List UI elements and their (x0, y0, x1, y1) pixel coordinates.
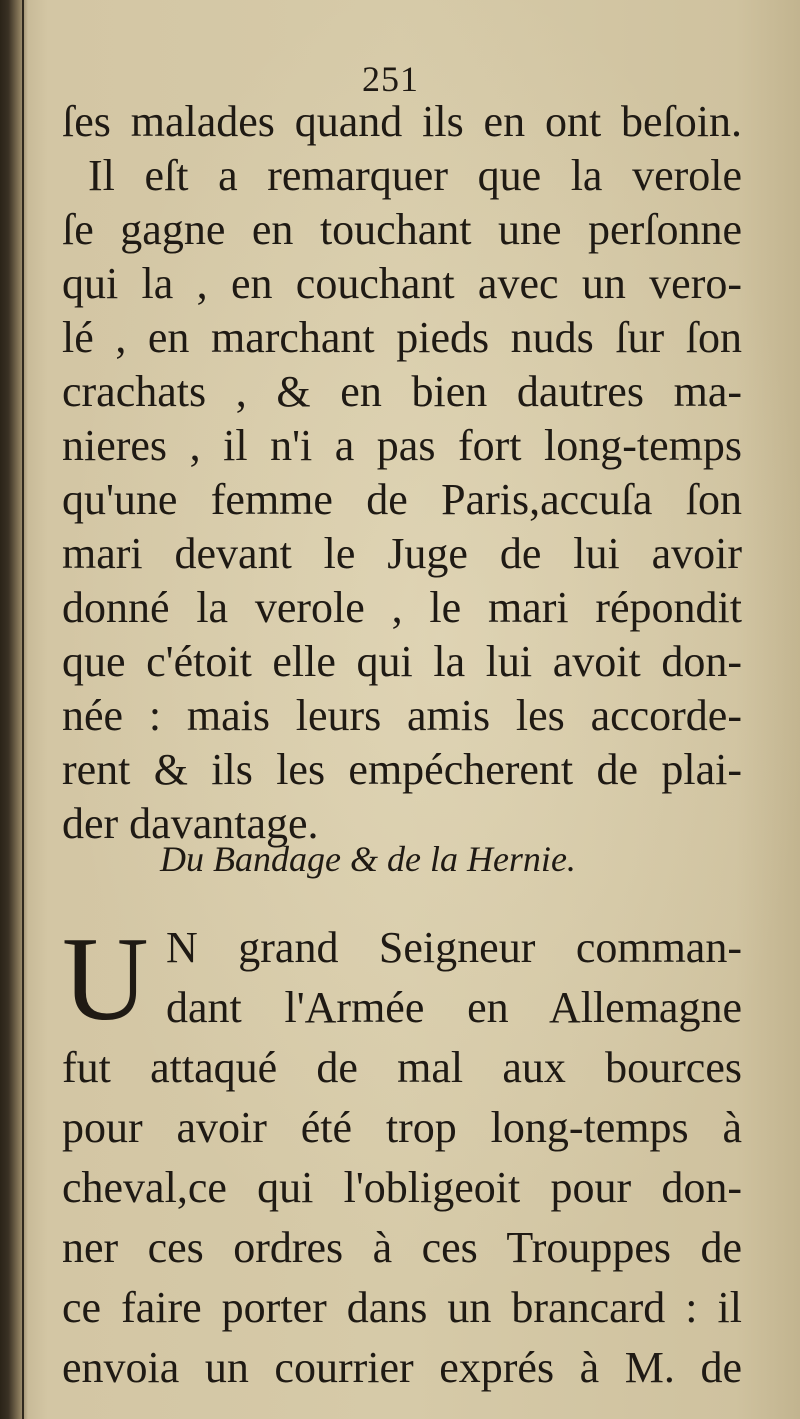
text-line: ce faire porter dans un brancard : il (62, 1283, 742, 1332)
text-line: ſe gagne en touchant une perſonne (62, 205, 742, 254)
text-line-content: dant l'Armée en Allemagne (166, 983, 742, 1032)
text-line: pour avoir été trop long-temps à (62, 1103, 742, 1152)
paragraph-2 (62, 912, 742, 1398)
text-line: donné la verole , le mari répondit (62, 583, 742, 632)
text-line: fut attaqué de mal aux bources (62, 1043, 742, 1092)
text-line: née : mais leurs amis les accorde- (62, 691, 742, 740)
text-line: envoia un courrier exprés à M. de (62, 1343, 742, 1392)
paragraph-1 (62, 95, 742, 851)
text-line: rent & ils les empécherent de plai- (62, 745, 742, 794)
text-line: der davantage. (62, 799, 319, 848)
text-line: Il eſt a remarquer que la verole (88, 151, 742, 200)
drop-cap: U (62, 912, 149, 1045)
text-line: nieres , il n'i a pas fort long-temps (62, 421, 742, 470)
text-line: qu'une femme de Paris,accuſa ſon (62, 475, 742, 524)
text-line: qui la , en couchant avec un vero- (62, 259, 742, 308)
text-line: cheval,ce qui l'obligeoit pour don- (62, 1163, 742, 1212)
text-line: crachats , & en bien dautres ma- (62, 367, 742, 416)
text-line: lé , en marchant pieds nuds ſur ſon (62, 313, 742, 362)
text-line: ſes malades quand ils en ont beſoin. (62, 97, 742, 146)
page-edge-line (22, 0, 24, 1419)
text-line (62, 978, 742, 1038)
text-line-content: N grand Seigneur comman- (166, 923, 742, 972)
section-title: Du Bandage & de la Hernie. (160, 839, 576, 879)
text-line: ner ces ordres à ces Trouppes de (62, 1223, 742, 1272)
page-number: 251 (362, 59, 419, 99)
text-line: mari devant le Juge de lui avoir (62, 529, 742, 578)
text-line: que c'étoit elle qui la lui avoit don- (62, 637, 742, 686)
